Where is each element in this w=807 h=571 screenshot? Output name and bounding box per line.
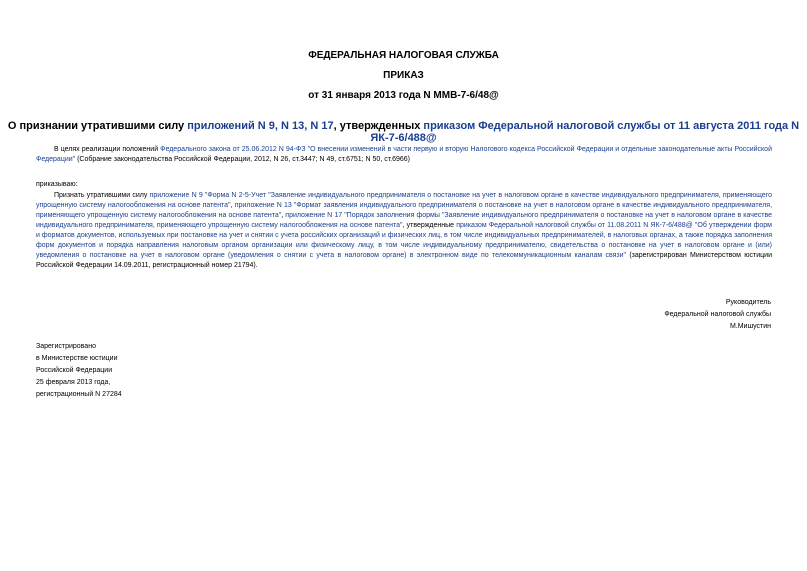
preamble-text-1: В целях реализации положений xyxy=(54,146,161,153)
agency-heading: ФЕДЕРАЛЬНАЯ НАЛОГОВАЯ СЛУЖБА xyxy=(308,50,499,61)
fns-order-link[interactable]: приказом Федеральной налоговой службы от 11.08.2011 N ЯК-7-6/488@ "Об утверждении форм и форматов документов, используемых при постановке на учет и снятии с учета российских организаций и физических лиц, в том числе индивидуальных предпринимателей, в налоговых органах, а также порядка заполнения форм документов и порядка направления налоговым органом организации или физическому лицу, в том числе индивидуальному предпринимателю, свидетельства о постановке на учет в налоговом органе и (или) уведомления о постановке на учет в налоговом органе (уведомления о снятии с учета в налоговом органе) в электронном виде по телекоммуникационным каналам связи" xyxy=(36,222,772,259)
order-text-tail: (зарегистрирован Министерством юстиции Российской Федерации 14.09.2011, регистрационный номер 21794). xyxy=(36,252,772,269)
doctype-heading: ПРИКАЗ xyxy=(383,70,424,81)
appendix-17-link[interactable]: приложение N 17 "Порядок заполнения формы "Заявление индивидуального предпринимателя о постановке на учет в налоговом органе в качестве индивидуального предпринимателя, применяющего упрощенную систему налогообложения на основе патента" xyxy=(36,212,773,229)
registration-line-5: регистрационный N 27284 xyxy=(36,391,122,398)
registration-line-4: 25 февраля 2013 года, xyxy=(36,379,111,386)
registration-line-2: в Министерстве юстиции xyxy=(36,355,118,362)
signature-name: М.Мишустин xyxy=(729,323,771,330)
preamble-paragraph xyxy=(36,145,772,165)
title-prefix: О признании утратившими силу xyxy=(7,120,188,132)
order-paragraph xyxy=(36,191,772,271)
date-number-heading: от 31 января 2013 года N ММВ-7-6/48@ xyxy=(308,90,499,101)
order-text-0: Признать утратившими силу xyxy=(54,192,150,199)
signature-position: Руководитель xyxy=(725,299,771,306)
order-text-c3: , утвержденные xyxy=(402,222,457,229)
registration-block xyxy=(36,341,122,401)
preamble-text-2: (Собрание законодательства Российской Федерации, 2012, N 26, ст.3447; N 49, ст.6751; N 50, ст.6966) xyxy=(75,156,410,163)
title-link-appendices[interactable]: приложений N 9, N 13, N 17 xyxy=(187,120,334,132)
appendix-13-link[interactable]: приложение N 13 "Формат заявления индивидуального предпринимателя о постановке на учет в налоговом органе в качестве индивидуального предпринимателя, применяющего упрощенную систему налогообложения на основе патента" xyxy=(36,202,773,219)
order-text-c1: , xyxy=(230,202,235,209)
registration-line-3: Российской Федерации xyxy=(36,367,113,374)
title-mid: , утвержденных xyxy=(333,120,424,132)
order-text-c2: , xyxy=(281,212,286,219)
document-title xyxy=(0,120,807,144)
signature-block xyxy=(664,297,771,333)
order-label: приказываю: xyxy=(36,181,78,188)
appendix-9-link[interactable]: приложение N 9 "Форма N 2-5-Учет "Заявление индивидуального предпринимателя о постановке на учет в налоговом органе в качестве индивидуального предпринимателя, применяющего упрощенную систему налогообложения на основе патента" xyxy=(36,192,772,209)
preamble-law-link[interactable]: Федерального закона от 25.06.2012 N 94-ФЗ "О внесении изменений в части первую и вторую Налогового кодекса Российской Федерации и отдельные законодательные акты Российской Федерации" xyxy=(36,146,772,163)
registration-line-1: Зарегистрировано xyxy=(36,343,96,350)
signature-agency: Федеральной налоговой службы xyxy=(664,311,771,318)
title-link-order[interactable]: приказом Федеральной налоговой службы от 11 августа 2011 года N ЯК-7-6/488@ xyxy=(370,120,800,144)
